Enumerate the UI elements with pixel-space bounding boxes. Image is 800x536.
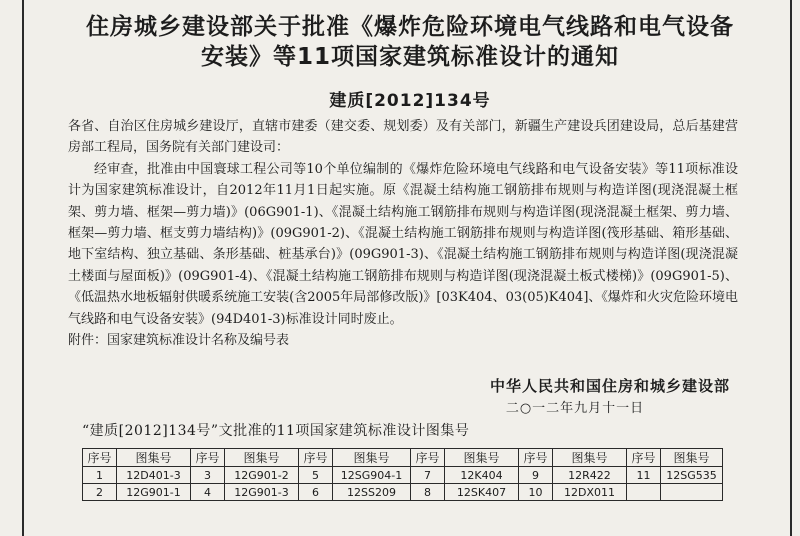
standard-sets-table: [82, 448, 723, 501]
notice-title-line-2: 安装》等11项国家建筑标准设计的通知: [200, 44, 619, 70]
table-cell: 12SK407: [445, 484, 519, 501]
table-cell: 12D401-3: [117, 467, 191, 484]
header-cell: 图集号: [661, 449, 723, 467]
header-cell: 序号: [519, 449, 553, 467]
body-paragraph: 经审查，批准由中国寰球工程公司等10个单位编制的《爆炸危险环境电气线路和电气设备安装》等11项标准设计为国家建筑标准设计，自2012年11月1日起实施。原《混凝土结构施工钢筋排布规则与构造详图(现浇混凝土框架、剪力墙、框架—剪力墙)》(06G901-1)、《混凝土结构施工钢筋排布规则与构造详图(现浇混凝土框架、剪力墙、框架—剪力墙、框支剪力墙结构)》(09G901-2)、《混凝土结构施工钢筋排布规则与构造详图(筏形基础、箱形基础、地下室结构、独立基础、条形基础、桩基承台)》(09G901-3)、《混凝土结构施工钢筋排布规则与构造详图(现浇混凝土楼面与屋面板)》(09G901-4)、《混凝土结构施工钢筋排布规则与构造详图(现浇混凝土板式楼梯)》(09G901-5)、《低温热水地板辐射供暖系统施工安装(含2005年局部修改版)》[03K404、03(05)K404]、《爆炸和火灾危险环境电气线路和电气设备安装》(94D401-3)标准设计同时废止。: [68, 161, 738, 327]
page-frame-right: [790, 0, 792, 536]
table-cell: 5: [299, 467, 333, 484]
header-cell: 图集号: [333, 449, 411, 467]
table-cell: 12G901-1: [117, 484, 191, 501]
page-frame-left: [22, 0, 24, 536]
table-cell: 12SG535: [661, 467, 723, 484]
header-cell: 图集号: [117, 449, 191, 467]
table-cell: 7: [411, 467, 445, 484]
notice-title-line-1: 住房城乡建设部关于批准《爆炸危险环境电气线路和电气设备: [86, 14, 734, 40]
table-cell: 6: [299, 484, 333, 501]
issuing-authority: 中华人民共和国住房和城乡建设部: [489, 377, 730, 395]
header-cell: 序号: [411, 449, 445, 467]
header-cell: 序号: [83, 449, 117, 467]
table-cell: 12G901-2: [225, 467, 299, 484]
table-cell: 12SG904-1: [333, 467, 411, 484]
table-cell: 11: [627, 467, 661, 484]
table-cell: 12SS209: [333, 484, 411, 501]
header-cell: 序号: [299, 449, 333, 467]
table-caption: “建质[2012]134号”文批准的11项国家建筑标准设计图集号: [82, 423, 470, 439]
table-cell: 9: [519, 467, 553, 484]
table-cell: 12R422: [553, 467, 627, 484]
table-cell: [627, 484, 661, 501]
table-cell: 10: [519, 484, 553, 501]
notice-body: [68, 116, 738, 351]
notice-title: [30, 12, 790, 72]
header-cell: 图集号: [225, 449, 299, 467]
table-cell: 3: [191, 467, 225, 484]
header-cell: 图集号: [445, 449, 519, 467]
table-row: [83, 467, 723, 484]
header-cell: 序号: [191, 449, 225, 467]
table-cell: 4: [191, 484, 225, 501]
table-cell: 8: [411, 484, 445, 501]
issue-date: 二○一二年九月十一日: [505, 401, 645, 416]
table-cell: 2: [83, 484, 117, 501]
table-header-row: [83, 449, 723, 467]
header-cell: 图集号: [553, 449, 627, 467]
document-number: 建质[2012]134号: [329, 91, 491, 111]
table-cell: 12K404: [445, 467, 519, 484]
table-cell: 12G901-3: [225, 484, 299, 501]
addressees: 各省、自治区住房城乡建设厅，直辖市建委（建交委、规划委）及有关部门，新疆生产建设兵团建设局，总后基建营房部工程局，国务院有关部门建设司：: [68, 119, 738, 156]
header-cell: 序号: [627, 449, 661, 467]
attachment-line: 附件：国家建筑标准设计名称及编号表: [68, 333, 290, 349]
table-cell: 1: [83, 467, 117, 484]
table-row: [83, 484, 723, 501]
table-cell: 12DX011: [553, 484, 627, 501]
table-cell: [661, 484, 723, 501]
